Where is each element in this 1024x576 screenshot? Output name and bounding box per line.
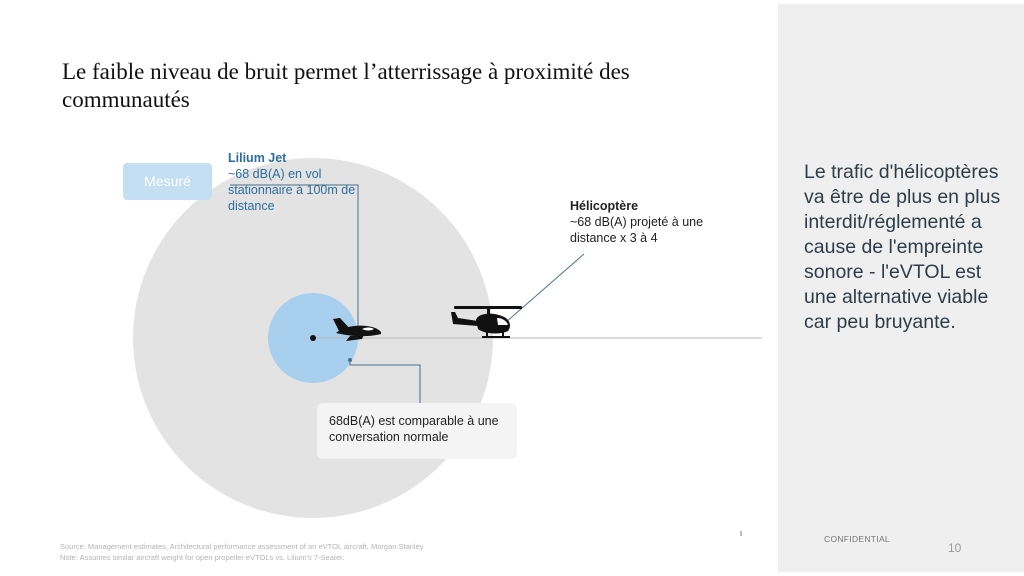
sidebar-text: Le trafic d'hélicoptères va être de plus en plus interdit/réglementé a cause de l'empreinte sonore - l'eVTOL est une alternative viable car peu bruyante.: [804, 161, 1001, 333]
lilium-callout-title: Lilium Jet: [228, 151, 287, 165]
note-footnote: Note: Assumes similar aircraft weight for open propeller eVTOLs vs. Lilium's 7-Seater.: [60, 553, 345, 562]
comparison-callout: 68dB(A) est comparable à une conversation normale: [317, 403, 517, 459]
lilium-callout-text: ~68 dB(A) en vol stationnaire à 100m de distance: [228, 167, 356, 213]
confidential-label: CONFIDENTIAL: [824, 534, 890, 544]
lilium-callout: [228, 150, 360, 214]
stray-mark: ι: [740, 528, 742, 538]
comparison-leader-dot: [348, 358, 352, 362]
slide-title: Le faible niveau de bruit permet l’atterrissage à proximité des communautés: [62, 59, 630, 112]
source-footnote: Source: Management estimates, Architectural performance assessment of an eVTOL aircraft, Morgan Stanley: [60, 542, 424, 551]
helicopter-callout: [570, 198, 740, 246]
helicopter-leader-line: [505, 254, 584, 323]
page-number: 10: [948, 541, 962, 555]
measured-badge: Mesuré: [123, 163, 212, 200]
origin-point: [310, 335, 316, 341]
helicopter-callout-text: ~68 dB(A) projeté à une distance x 3 à 4: [570, 215, 704, 245]
helicopter-callout-title: Hélicoptère: [570, 199, 639, 213]
